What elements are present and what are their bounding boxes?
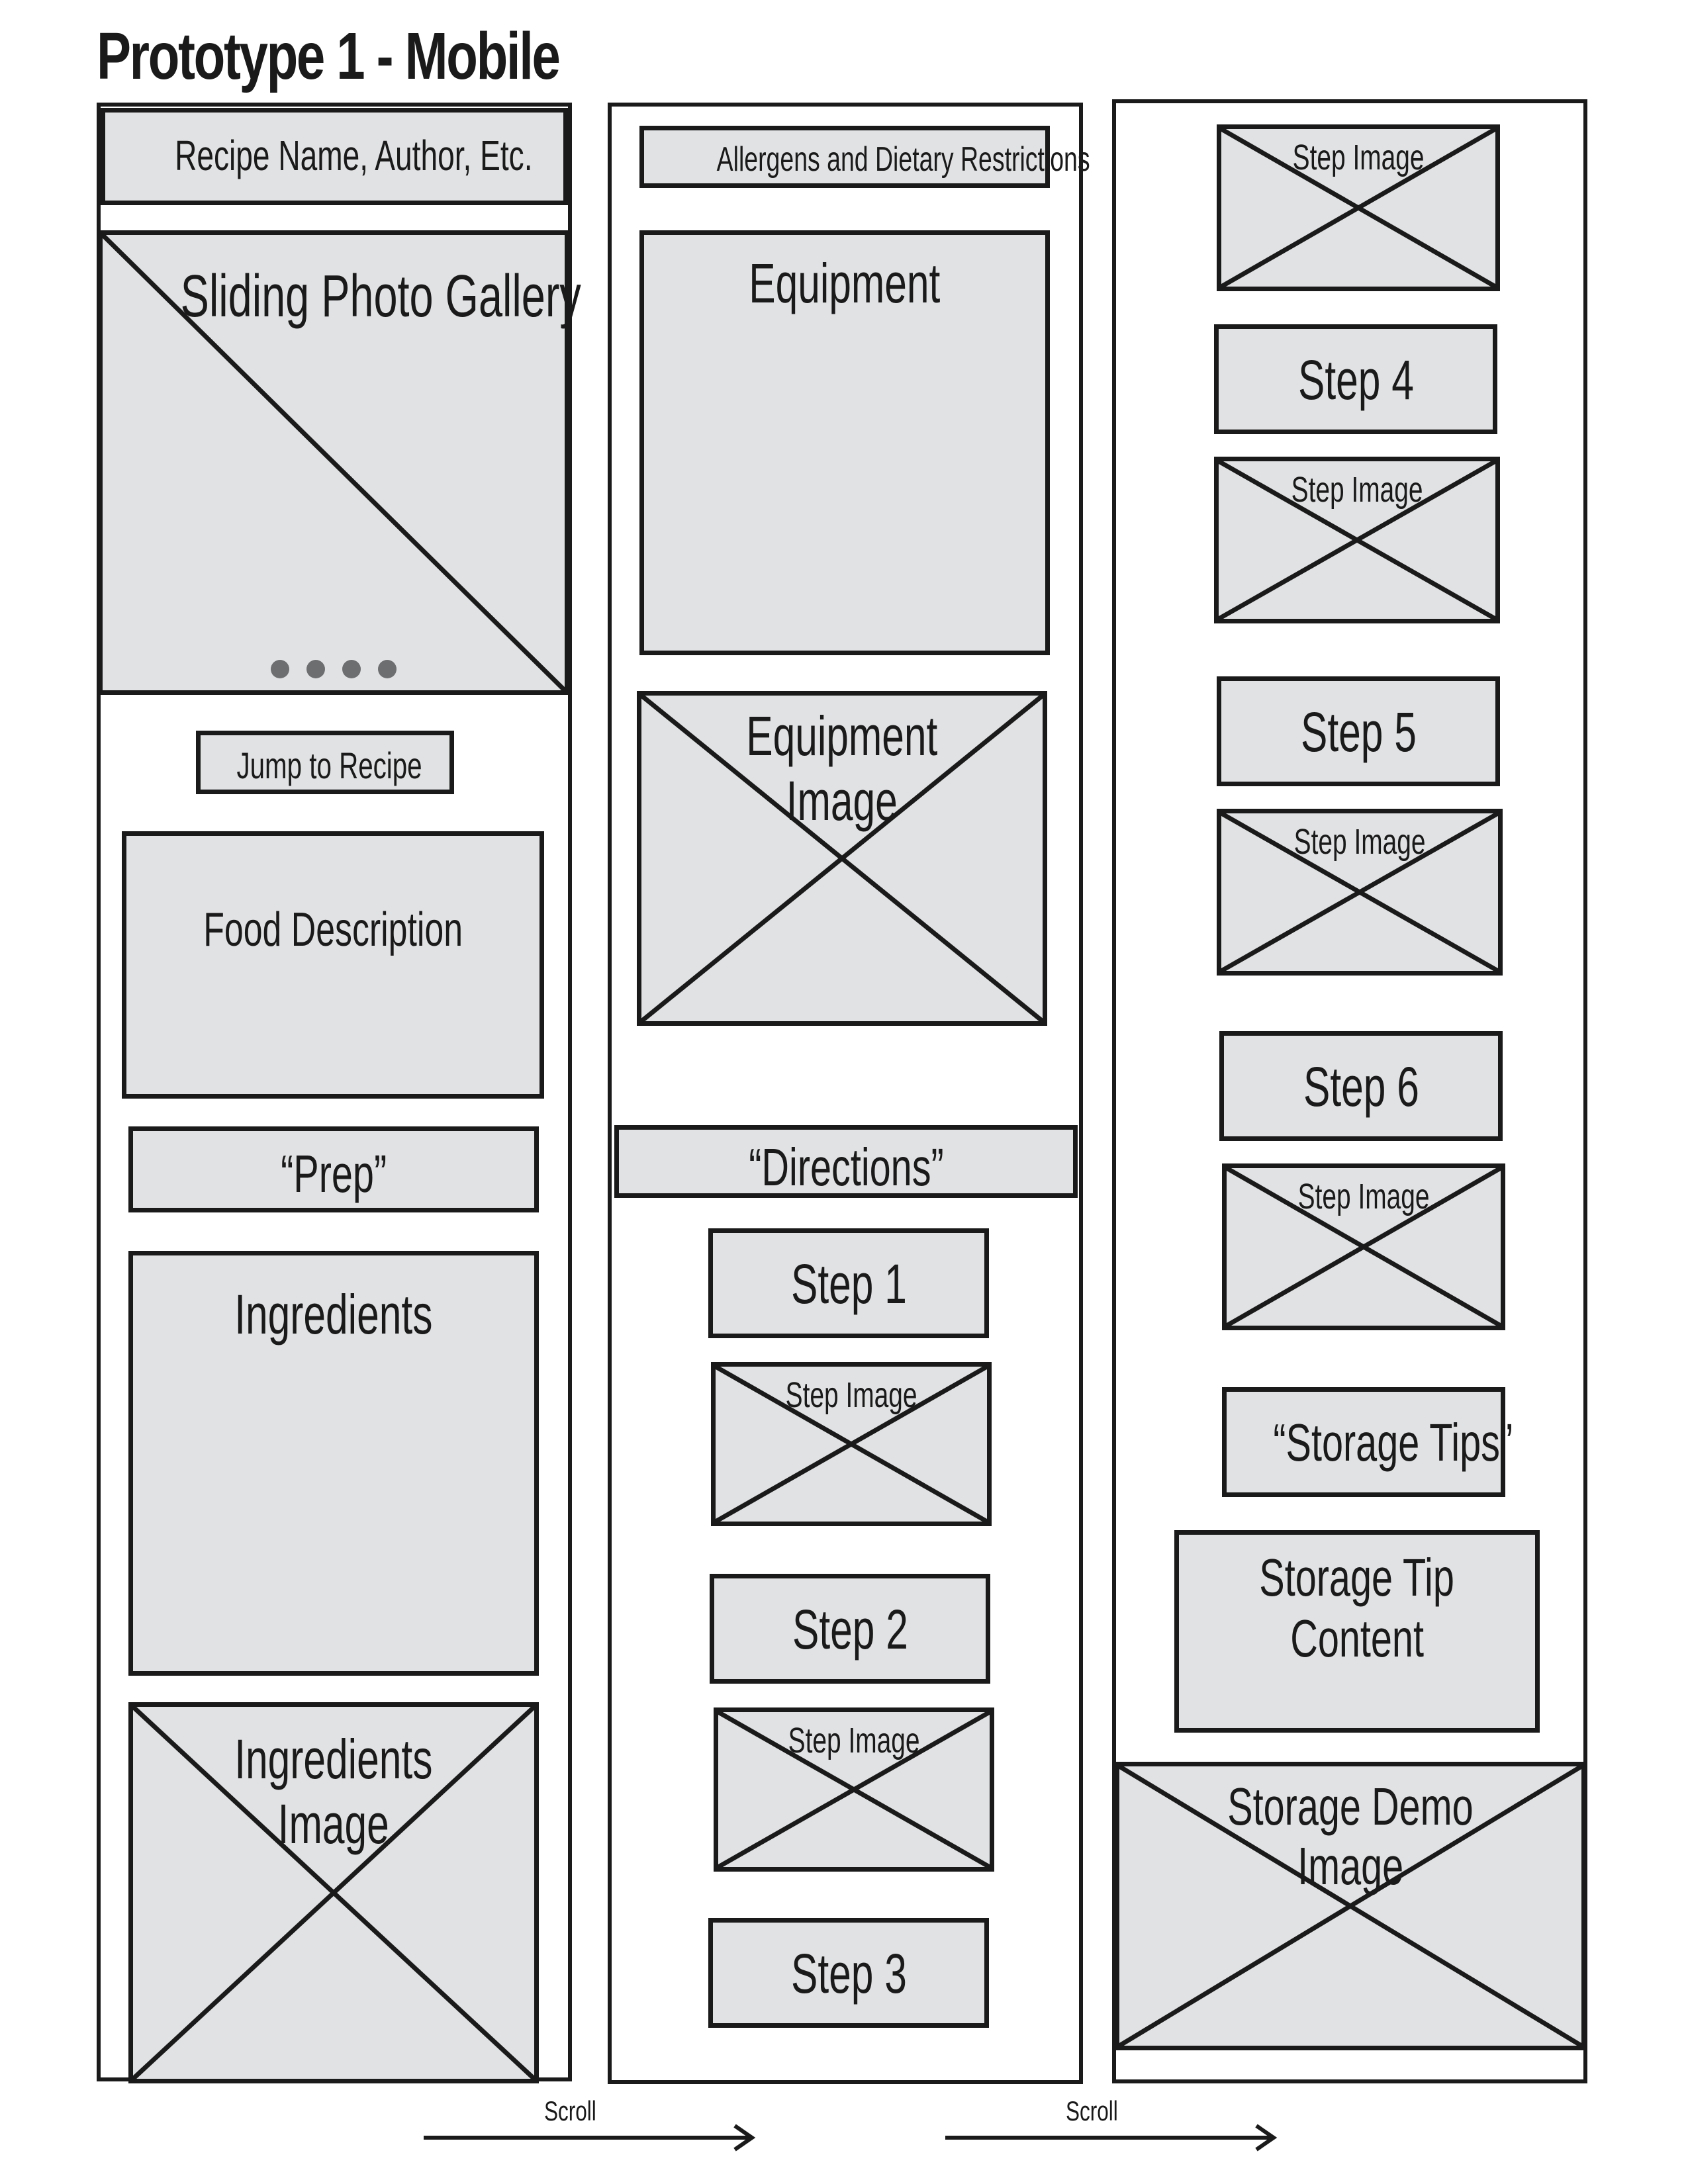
jump-to-recipe-label: Jump to Recipe: [236, 745, 422, 786]
recipe-header-box: [101, 108, 568, 205]
step-image-5-placeholder: [1217, 809, 1503, 976]
step-image-4-label: Step Image: [1291, 470, 1423, 510]
step-4-label: Step 4: [1297, 349, 1414, 411]
storage-tips-heading-label: “Storage Tips”: [1273, 1413, 1513, 1472]
step-3-label: Step 3: [790, 1942, 907, 2005]
step-image-3-label: Step Image: [1292, 138, 1425, 177]
directions-heading-box: [614, 1125, 1078, 1198]
scroll-right-arrow-1: [424, 2118, 755, 2158]
step-1-box: [708, 1228, 989, 1338]
step-image-1-placeholder: [711, 1362, 992, 1526]
storage-tip-content-label-1: Storage Tip: [1259, 1548, 1455, 1607]
storage-tips-heading-box: [1222, 1387, 1513, 1497]
gallery-dot[interactable]: [306, 660, 325, 678]
scroll-right-arrow-2: [945, 2118, 1276, 2158]
directions-heading-label: “Directions”: [748, 1138, 944, 1197]
step-image-6-placeholder: [1222, 1163, 1505, 1330]
step-image-5-label: Step Image: [1293, 822, 1426, 862]
allergens-label: Allergens and Dietary Restrictions: [716, 140, 1090, 179]
gallery-dot[interactable]: [271, 660, 289, 678]
equipment-image-placeholder: [637, 691, 1047, 1026]
storage-tip-content-label-2: Content: [1290, 1609, 1424, 1668]
step-1-label: Step 1: [790, 1253, 907, 1315]
step-5-label: Step 5: [1300, 701, 1417, 763]
jump-to-recipe-button[interactable]: [196, 731, 454, 794]
prep-heading-label: “Prep”: [280, 1144, 387, 1203]
ingredients-image-label-1: Ingredients: [234, 1728, 433, 1790]
food-description-box: [122, 831, 544, 1099]
ingredients-image-label-2: Image: [277, 1793, 390, 1855]
storage-tip-content-box: [1174, 1530, 1540, 1733]
equipment-image-label-1: Equipment: [746, 705, 938, 767]
scroll-label-2: Scroll: [1066, 2095, 1118, 2126]
equipment-box: [639, 230, 1050, 655]
photo-gallery[interactable]: [98, 230, 581, 695]
step-5-box: [1217, 676, 1500, 786]
gallery-label: Sliding Photo Gallery: [180, 263, 581, 330]
allergens-box: [639, 126, 1090, 188]
step-image-6-label: Step Image: [1297, 1177, 1430, 1216]
step-image-1-label: Step Image: [785, 1375, 917, 1415]
equipment-label: Equipment: [749, 252, 941, 314]
step-2-label: Step 2: [792, 1598, 908, 1661]
storage-demo-image-label-2: Image: [1297, 1837, 1404, 1895]
ingredients-label: Ingredients: [234, 1283, 433, 1345]
ingredients-image-placeholder: [128, 1702, 539, 2083]
step-3-box: [708, 1918, 989, 2028]
scroll-label-1: Scroll: [544, 2095, 596, 2126]
page-title: Prototype 1 - Mobile: [97, 19, 559, 93]
prep-heading-box: [128, 1126, 539, 1212]
storage-demo-image-placeholder: [1115, 1762, 1586, 2050]
step-6-label: Step 6: [1303, 1056, 1419, 1118]
gallery-dot[interactable]: [378, 660, 397, 678]
gallery-pagination-dots[interactable]: [103, 660, 565, 682]
step-image-2-placeholder: [714, 1707, 994, 1872]
equipment-image-label-2: Image: [786, 770, 898, 832]
storage-demo-image-label-1: Storage Demo: [1227, 1777, 1474, 1836]
step-image-2-label: Step Image: [788, 1721, 920, 1760]
step-image-3-placeholder: [1217, 124, 1500, 291]
step-4-box: [1214, 324, 1497, 434]
step-2-box: [710, 1574, 990, 1684]
step-image-4-placeholder: [1214, 457, 1500, 623]
gallery-dot[interactable]: [342, 660, 361, 678]
step-6-box: [1219, 1031, 1503, 1141]
recipe-header-label: Recipe Name, Author, Etc.: [175, 132, 533, 179]
ingredients-box: [128, 1251, 539, 1676]
food-description-label: Food Description: [203, 903, 463, 956]
